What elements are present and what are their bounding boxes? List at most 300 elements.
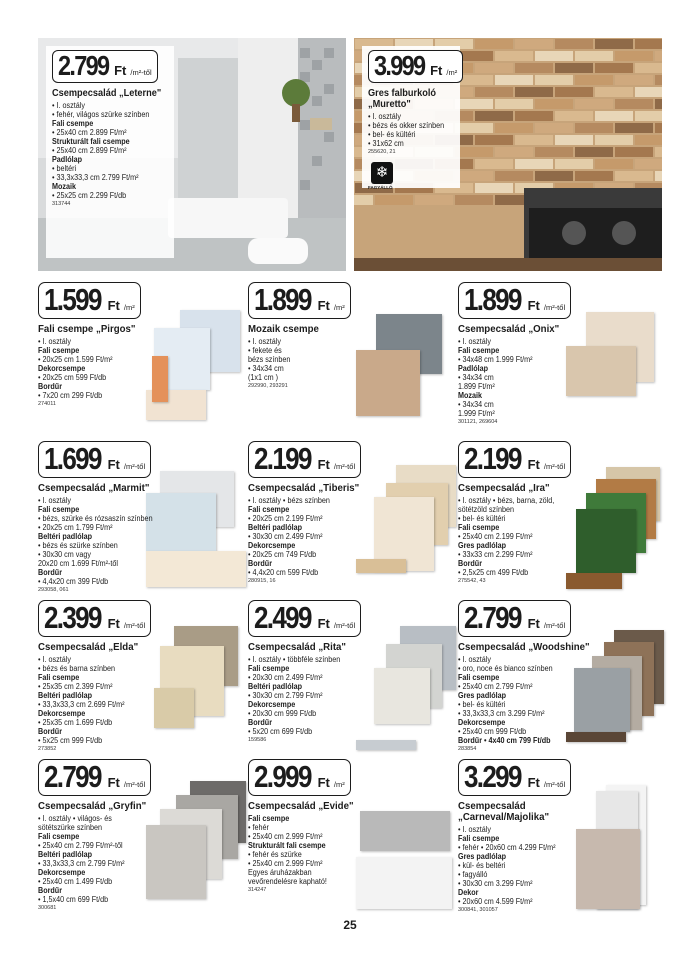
detail-heading: Fali csempe <box>38 832 80 841</box>
detail-heading: Dekorcsempe <box>248 541 296 550</box>
hero-leterne-panel <box>46 46 174 258</box>
detail-line: • 20x60 cm 4.599 Ft/m² <box>458 897 533 906</box>
stone-brick <box>575 99 613 109</box>
product-title: Mozaik csempe <box>248 323 319 335</box>
detail-line: • beltéri <box>52 164 77 173</box>
detail-line: • 25x40 cm 2.799 Ft/m²-től <box>38 841 123 850</box>
detail-heading: Strukturált fali csempe <box>52 137 130 146</box>
stone-brick <box>515 63 553 73</box>
detail-line: • I. osztály • bézs, barna, zöld, <box>458 496 555 505</box>
detail-line: 1.899 Ft/m² <box>458 382 495 391</box>
frost-resistant-label: FAGYÁLLÓ <box>368 185 393 190</box>
detail-heading: Padlólap <box>458 364 489 373</box>
stone-brick <box>475 111 513 121</box>
detail-heading: Fali csempe <box>458 346 500 355</box>
page-number: 25 <box>343 918 357 932</box>
product-title: Csempecsalád „Gryfin" <box>38 800 147 812</box>
price-box <box>248 600 361 637</box>
price-unit: /m²-től <box>543 780 566 789</box>
price-box <box>38 759 151 796</box>
price-currency: Ft <box>107 775 120 790</box>
price-currency: Ft <box>317 298 330 313</box>
stone-brick <box>475 39 513 49</box>
stone-brick <box>635 111 662 121</box>
price-value: 2.199 <box>254 441 311 476</box>
stone-brick <box>455 195 493 205</box>
price-value: 3.299 <box>464 759 521 794</box>
price-value: 1.899 <box>464 282 521 317</box>
detail-line: • bel- és kültéri <box>458 514 506 523</box>
stone-brick <box>655 99 662 109</box>
product-info <box>248 600 388 744</box>
stone-brick <box>595 63 633 73</box>
price-value: 1.899 <box>254 282 311 317</box>
detail-line: • I. osztály <box>368 112 401 121</box>
detail-heading: Gres padlólap <box>458 691 507 700</box>
stone-brick <box>655 171 662 181</box>
detail-heading: Bordűr <box>458 559 483 568</box>
product-card <box>248 441 456 601</box>
stone-brick <box>495 123 533 133</box>
stone-brick <box>615 123 653 133</box>
stone-brick <box>615 51 653 61</box>
detail-line: (1x1 cm ) <box>248 373 279 382</box>
stone-brick <box>515 159 553 169</box>
price-unit: /m²-től <box>543 621 566 630</box>
detail-heading: Fali csempe <box>248 664 290 673</box>
price-unit: /m² <box>446 68 458 77</box>
detail-heading: Fali csempe <box>248 814 290 823</box>
detail-heading: Fali csempe <box>248 505 290 514</box>
stone-brick <box>615 99 653 109</box>
stone-brick <box>595 159 633 169</box>
stone-brick <box>655 75 662 85</box>
price-unit: /m² <box>333 780 345 789</box>
price-currency: Ft <box>527 616 540 631</box>
stone-brick <box>575 171 613 181</box>
stone-brick <box>615 147 653 157</box>
detail-line: • 4,4x20 cm 399 Ft/db <box>38 577 109 586</box>
detail-heading: Beltéri padlólap <box>248 682 303 691</box>
product-info <box>458 441 598 585</box>
product-card <box>458 759 666 919</box>
price-value: 2.399 <box>44 600 101 635</box>
detail-line: • bel- és kültéri <box>458 700 506 709</box>
product-details <box>248 814 388 886</box>
product-code: 301121, 269604 <box>458 419 498 425</box>
detail-line: • I. osztály • világos- és <box>38 814 112 823</box>
detail-line: • 2,5x25 cm 499 Ft/db <box>458 568 529 577</box>
detail-line: sötétzöld színben <box>458 505 515 514</box>
product-card <box>458 600 666 760</box>
detail-heading: Bordűr <box>38 568 63 577</box>
price-currency: Ft <box>527 457 540 472</box>
price-unit: /m²-től <box>333 462 356 471</box>
detail-line: • 33,3x33,3 cm 2.799 Ft/m² <box>38 859 125 868</box>
detail-line: • bézs és szürke színben <box>38 541 118 550</box>
stone-brick <box>555 111 593 121</box>
stone-brick <box>535 51 573 61</box>
price-value: 2.799 <box>58 50 109 81</box>
detail-line: • bézs, szürke és rózsaszín színben <box>38 514 153 523</box>
detail-line: • 25x40 cm 2.999 Ft/m² <box>248 832 323 841</box>
detail-heading: Fali csempe <box>38 673 80 682</box>
detail-line: • I. osztály <box>38 496 71 505</box>
detail-line: • oro, noce és bianco színben <box>458 664 553 673</box>
price-box <box>38 441 151 478</box>
stone-brick <box>515 111 553 121</box>
detail-line: • 25x40 cm 999 Ft/db <box>458 727 527 736</box>
price-currency: Ft <box>107 616 120 631</box>
product-details <box>248 337 388 382</box>
stone-brick <box>495 75 533 85</box>
stone-brick <box>475 87 513 97</box>
price-box <box>458 441 571 478</box>
detail-heading: Bordűr <box>248 559 273 568</box>
detail-heading: Mozaik <box>458 391 483 400</box>
detail-heading: Beltéri padlólap <box>248 523 303 532</box>
detail-heading: Dekorcsempe <box>248 700 296 709</box>
stone-brick <box>555 39 593 49</box>
stone-brick <box>595 111 633 121</box>
detail-heading: Fali csempe <box>458 834 500 843</box>
detail-line: • 30x30 cm 3.299 Ft/m² <box>458 879 533 888</box>
product-details <box>52 101 168 200</box>
detail-line: • 5x25 cm 999 Ft/db <box>38 736 103 745</box>
product-title: Csempecsalád „Leterne" <box>52 88 162 99</box>
detail-line: • 31x62 cm <box>368 139 404 148</box>
detail-line: • 30x30 cm 2.799 Ft/m² <box>248 691 323 700</box>
detail-heading: Fali csempe <box>458 523 500 532</box>
detail-line: bézs színben <box>248 355 291 364</box>
product-title: Csempecsalád „Carneval/Majolika" <box>458 800 550 823</box>
price-currency: Ft <box>430 63 443 78</box>
stone-brick <box>375 195 413 205</box>
detail-heading: Fali csempe <box>52 119 94 128</box>
product-card <box>458 282 666 442</box>
price-unit: /m²-től <box>123 780 146 789</box>
price-value: 2.799 <box>44 759 101 794</box>
detail-line: • 33,3x33,3 cm 3.299 Ft/m² <box>458 709 545 718</box>
product-code: 314247 <box>248 887 267 893</box>
product-info <box>458 600 598 753</box>
detail-line: • 25x40 cm 2.899 Ft/m² <box>52 128 127 137</box>
price-currency: Ft <box>107 298 120 313</box>
detail-line: • 34x34 cm <box>458 373 494 382</box>
detail-line: 1.999 Ft/m² <box>458 409 495 418</box>
product-card <box>38 441 246 601</box>
product-info <box>458 282 598 426</box>
product-card <box>458 441 666 601</box>
product-details <box>248 655 388 736</box>
product-card <box>38 600 246 760</box>
price-value: 2.999 <box>254 759 311 794</box>
stone-brick <box>455 123 493 133</box>
detail-line: sötétszürke színben <box>38 823 103 832</box>
stone-brick <box>595 135 633 145</box>
stone-brick <box>535 99 573 109</box>
detail-line: • 4,4x20 cm 599 Ft/db <box>248 568 319 577</box>
detail-heading: Gres padlólap <box>458 852 507 861</box>
price-value: 1.599 <box>44 282 101 317</box>
product-details <box>368 112 454 148</box>
hero-leterne <box>38 38 346 271</box>
product-code: 292990, 293291 <box>248 383 288 389</box>
price-unit: /m²-től <box>543 462 566 471</box>
product-title: Csempecsalád „Marmit" <box>38 482 150 494</box>
detail-line: 20x20 cm 1.699 Ft/m²-től <box>38 559 119 568</box>
stone-brick <box>495 147 533 157</box>
detail-heading: Dekorcsempe <box>458 718 506 727</box>
price-box <box>52 50 158 83</box>
detail-line: • 33,3x33,3 cm 2.799 Ft/m² <box>52 173 139 182</box>
detail-heading: Mozaik <box>52 182 77 191</box>
detail-heading: Dekorcsempe <box>38 709 86 718</box>
price-value: 2.499 <box>254 600 311 635</box>
stone-brick <box>595 87 633 97</box>
product-code: 275542, 43 <box>458 578 486 584</box>
price-currency: Ft <box>317 457 330 472</box>
product-info <box>458 759 598 914</box>
price-value: 2.199 <box>464 441 521 476</box>
stone-brick <box>555 159 593 169</box>
stone-brick <box>615 171 653 181</box>
detail-line: • I. osztály <box>458 825 491 834</box>
detail-line: • 7x20 cm 299 Ft/db <box>38 391 103 400</box>
detail-line: • 25x40 cm 2.899 Ft/m² <box>52 146 127 155</box>
stone-brick <box>354 195 373 205</box>
price-currency: Ft <box>527 775 540 790</box>
detail-heading: Beltéri padlólap <box>38 532 93 541</box>
product-code: 273852 <box>38 746 57 752</box>
product-card <box>248 759 456 919</box>
detail-line: • I. osztály <box>248 337 281 346</box>
price-value: 2.799 <box>464 600 521 635</box>
detail-line: • fehér • 20x60 cm 4.299 Ft/m² <box>458 843 556 852</box>
price-box <box>38 282 141 319</box>
detail-line: • 25x40 cm 2.799 Ft/m² <box>458 682 533 691</box>
detail-line: • bel- és kültéri <box>368 130 416 139</box>
product-details <box>38 814 178 904</box>
price-unit: /m²-től <box>123 462 146 471</box>
detail-heading: Bordűr • 4x40 cm 799 Ft/db <box>458 736 551 745</box>
detail-heading: Dekor <box>458 888 479 897</box>
stone-brick <box>595 39 633 49</box>
detail-line: • bézs és barna színben <box>38 664 115 673</box>
detail-line: • I. osztály <box>38 337 71 346</box>
product-title: Gres falburkoló „Muretto" <box>368 88 436 110</box>
detail-heading: Bordűr <box>38 727 63 736</box>
product-code: 283854 <box>458 746 477 752</box>
stone-brick <box>575 75 613 85</box>
detail-line: • 20x25 cm 1.599 Ft/m² <box>38 355 113 364</box>
detail-line: • fehér, világos szürke színben <box>52 110 150 119</box>
detail-heading: Fali csempe <box>38 505 80 514</box>
stone-brick <box>535 171 573 181</box>
product-title: Csempecsalád „Ira" <box>458 482 550 494</box>
price-value: 1.699 <box>44 441 101 476</box>
detail-line: • 30x30 cm 2.499 Ft/m² <box>248 532 323 541</box>
stone-brick <box>635 63 662 73</box>
stone-brick <box>535 75 573 85</box>
snowflake-icon: ❄ <box>371 162 393 184</box>
price-box <box>248 441 361 478</box>
stone-brick <box>575 51 613 61</box>
detail-line: • 1,5x40 cm 699 Ft/db <box>38 895 109 904</box>
stone-brick <box>415 195 453 205</box>
hero-muretto <box>354 38 662 271</box>
product-card <box>38 282 246 442</box>
stone-brick <box>455 171 493 181</box>
detail-line: • I. osztály • többféle színben <box>248 655 341 664</box>
stone-brick <box>495 171 533 181</box>
product-info <box>248 282 388 390</box>
detail-heading: Bordűr <box>38 382 63 391</box>
stone-brick <box>655 123 662 133</box>
product-details <box>38 655 178 745</box>
product-info <box>248 441 388 585</box>
product-details <box>458 337 598 418</box>
stone-brick <box>555 63 593 73</box>
product-card <box>248 600 456 760</box>
detail-line: • I. osztály <box>38 655 71 664</box>
detail-line: • I. osztály <box>458 337 491 346</box>
detail-heading: Padlólap <box>52 155 83 164</box>
product-details <box>458 825 598 906</box>
detail-line: • 20x25 cm 1.799 Ft/m² <box>38 523 113 532</box>
stone-brick <box>655 51 662 61</box>
product-title: Csempecsalád „Onix" <box>458 323 560 335</box>
product-info <box>38 282 178 408</box>
stone-brick <box>635 87 662 97</box>
stone-brick <box>575 147 613 157</box>
hero-muretto-panel <box>362 46 460 188</box>
detail-heading: Dekorcsempe <box>38 868 86 877</box>
detail-line: • 34x34 cm <box>248 364 284 373</box>
price-unit: /m²-től <box>130 68 152 77</box>
price-box <box>458 282 571 319</box>
product-code: 293058, 061 <box>38 587 69 593</box>
price-box <box>248 282 351 319</box>
stone-brick <box>475 159 513 169</box>
detail-line: • 34x48 cm 1.999 Ft/m² <box>458 355 533 364</box>
detail-line: • 25x35 cm 2.399 Ft/m² <box>38 682 113 691</box>
detail-heading: Beltéri padlólap <box>38 850 93 859</box>
product-code: 159586 <box>248 737 267 743</box>
stone-brick <box>475 135 513 145</box>
price-unit: /m²-től <box>543 303 566 312</box>
product-code: 255620, 21 <box>368 149 396 155</box>
detail-line: • kül- és beltéri <box>458 861 506 870</box>
detail-line: • 5x20 cm 699 Ft/db <box>248 727 313 736</box>
stone-brick <box>515 87 553 97</box>
detail-line: • 30x30 cm vagy <box>38 550 91 559</box>
detail-line: • I. osztály <box>458 655 491 664</box>
detail-line: • 25x40 cm 1.499 Ft/db <box>38 877 113 886</box>
stone-brick <box>515 135 553 145</box>
product-code: 313744 <box>52 201 71 207</box>
product-title: Csempecsalád „Tiberis" <box>248 482 360 494</box>
stone-brick <box>455 147 493 157</box>
detail-line: • I. osztály <box>52 101 85 110</box>
detail-line: • fehér és szürke <box>248 850 302 859</box>
price-box <box>368 50 463 83</box>
product-card <box>38 759 246 919</box>
detail-heading: Dekorcsempe <box>38 364 86 373</box>
product-details <box>458 655 598 745</box>
detail-line: • 20x25 cm 749 Ft/db <box>248 550 317 559</box>
product-code: 300841, 301057 <box>458 907 498 913</box>
detail-heading: Bordűr <box>248 718 273 727</box>
stone-brick <box>535 123 573 133</box>
product-card <box>248 282 456 442</box>
product-title: Csempecsalád „Woodshine" <box>458 641 590 653</box>
stone-brick <box>555 87 593 97</box>
price-unit: /m² <box>123 303 135 312</box>
price-box <box>458 759 571 796</box>
detail-heading: Fali csempe <box>458 673 500 682</box>
price-currency: Ft <box>114 63 127 78</box>
detail-line: • 25x35 cm 1.699 Ft/db <box>38 718 113 727</box>
price-unit: /m² <box>333 303 345 312</box>
price-currency: Ft <box>527 298 540 313</box>
stone-brick <box>455 99 493 109</box>
product-code: 274011 <box>38 401 56 407</box>
detail-line: • fagyálló <box>458 870 488 879</box>
price-currency: Ft <box>317 775 330 790</box>
stone-brick <box>655 147 662 157</box>
product-info <box>38 759 178 912</box>
price-currency: Ft <box>317 616 330 631</box>
product-title: Fali csempe „Pirgos" <box>38 323 136 335</box>
detail-line: Egyes áruházakban <box>248 868 312 877</box>
product-info <box>248 759 388 894</box>
product-details <box>458 496 598 577</box>
product-details <box>38 496 178 586</box>
product-title: Csempecsalád „Evide" <box>248 800 354 812</box>
stone-brick <box>535 147 573 157</box>
detail-line: • fekete és <box>248 346 282 355</box>
detail-line: • 20x25 cm 2.199 Ft/m² <box>248 514 323 523</box>
detail-line: • 25x40 cm 2.999 Ft/m² <box>248 859 323 868</box>
detail-heading: Strukturált fali csempe <box>248 841 326 850</box>
detail-line: • 20x25 cm 599 Ft/db <box>38 373 107 382</box>
detail-heading: Bordűr <box>38 886 63 895</box>
detail-line: • bézs és okker színben <box>368 121 445 130</box>
product-title: Csempecsalád „Elda" <box>38 641 139 653</box>
product-details <box>248 496 388 577</box>
price-box <box>38 600 151 637</box>
product-info <box>38 600 178 753</box>
detail-heading: Fali csempe <box>38 346 80 355</box>
stone-brick <box>555 135 593 145</box>
price-value: 3.999 <box>374 50 425 81</box>
stone-brick <box>475 63 513 73</box>
detail-line: • 25x40 cm 2.199 Ft/m² <box>458 532 533 541</box>
stone-brick <box>635 135 662 145</box>
price-box <box>458 600 571 637</box>
detail-line: • 25x25 cm 2.299 Ft/db <box>52 191 127 200</box>
stone-brick <box>635 39 662 49</box>
stone-brick <box>475 183 513 193</box>
stone-brick <box>495 99 533 109</box>
stone-brick <box>495 51 533 61</box>
price-unit: /m²-től <box>123 621 146 630</box>
detail-line: vevőrendelésre kapható! <box>248 877 327 886</box>
detail-line: • I. osztály • bézs színben <box>248 496 330 505</box>
detail-line: • 34x34 cm <box>458 400 494 409</box>
detail-line: • 20x30 cm 999 Ft/db <box>248 709 317 718</box>
